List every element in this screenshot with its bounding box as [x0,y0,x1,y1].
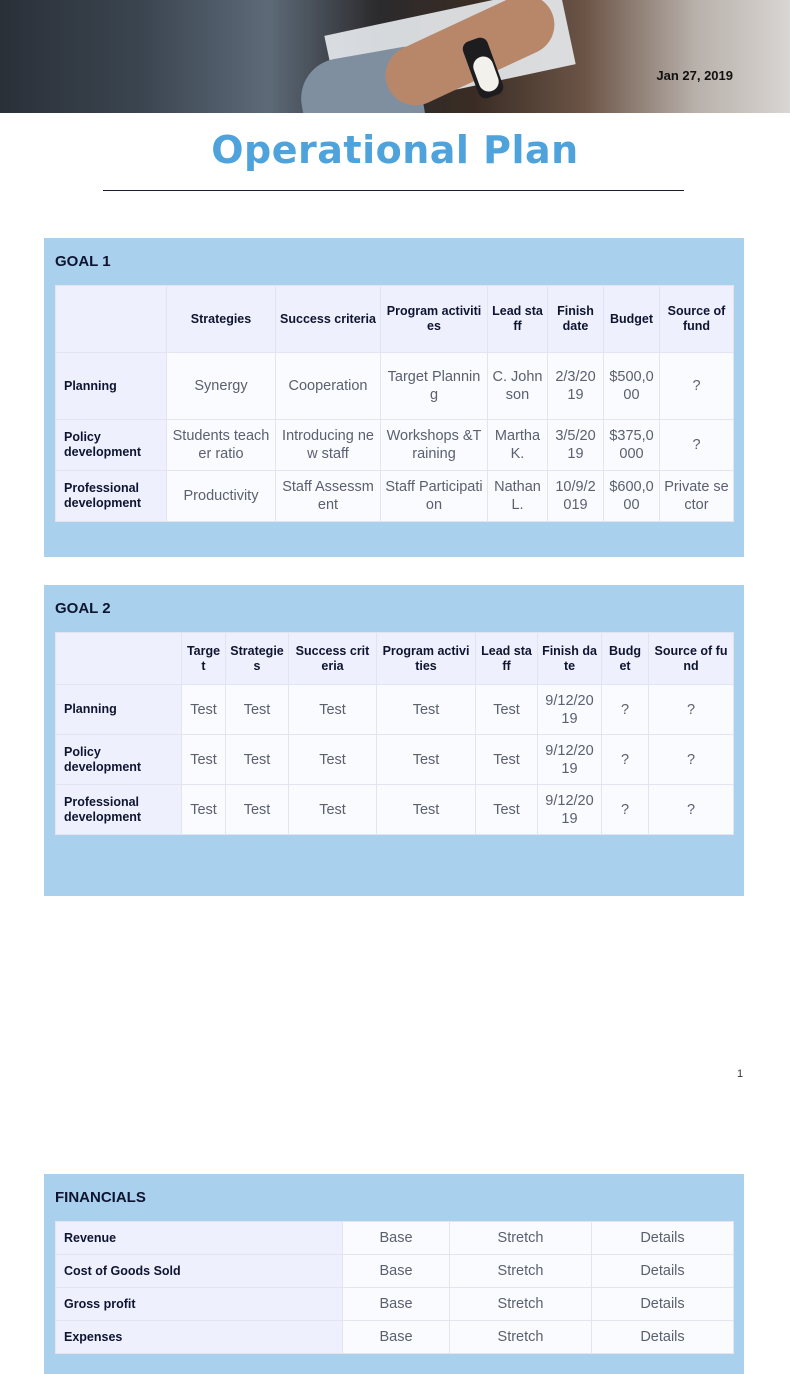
financials-heading: FINANCIALS [55,1189,146,1206]
table-cell: Nathan L. [488,471,548,522]
column-header: Success criteria [276,286,381,353]
header-hero-image [0,0,790,113]
table-cell: Details [592,1255,734,1288]
table-cell: Stretch [450,1321,592,1354]
table-row [56,1222,734,1255]
financials-table [55,1221,734,1354]
goal-1-heading: GOAL 1 [55,253,111,270]
row-label: Policy development [56,735,182,785]
table-cell: ? [602,785,649,835]
goal-1-panel [44,238,744,557]
table-cell: ? [649,735,734,785]
document-date: Jan 27, 2019 [656,68,733,83]
table-header-row [56,286,734,353]
table-cell: Base [343,1288,450,1321]
column-header: Budget [602,633,649,685]
table-cell: Test [182,735,226,785]
column-header: Strategies [167,286,276,353]
row-label: Policy development [56,420,167,471]
table-cell: ? [660,420,734,471]
column-header: Target [182,633,226,685]
table-cell: Test [226,735,289,785]
table-cell: 3/5/2019 [548,420,604,471]
table-row [56,353,734,420]
table-cell: Test [476,735,538,785]
table-row [56,1255,734,1288]
row-label: Gross profit [56,1288,343,1321]
table-row [56,1321,734,1354]
table-cell: Target Planning [381,353,488,420]
table-cell: Private sector [660,471,734,522]
table-header-row [56,633,734,685]
column-header: Source of fund [649,633,734,685]
table-row [56,785,734,835]
row-label: Planning [56,353,167,420]
table-cell: Introducing new staff [276,420,381,471]
table-cell: Test [182,685,226,735]
page-number: 1 [737,1068,744,1080]
row-label: Expenses [56,1321,343,1354]
row-label: Professional development [56,785,182,835]
table-cell: Staff Participation [381,471,488,522]
table-cell: Synergy [167,353,276,420]
goal-2-heading: GOAL 2 [55,600,111,617]
table-cell: Base [343,1321,450,1354]
table-cell: ? [649,785,734,835]
table-cell: 9/12/2019 [538,735,602,785]
table-cell: 9/12/2019 [538,785,602,835]
financials-panel [44,1174,744,1374]
table-row [56,471,734,522]
table-cell: Details [592,1288,734,1321]
row-label: Planning [56,685,182,735]
table-cell: Stretch [450,1255,592,1288]
title-divider [103,190,684,191]
column-header: Success criteria [289,633,377,685]
table-cell: Test [476,785,538,835]
column-header: Source of fund [660,286,734,353]
table-cell: ? [649,685,734,735]
table-row [56,685,734,735]
goal-1-table [55,285,734,522]
table-cell: Productivity [167,471,276,522]
table-cell: Test [289,735,377,785]
table-row [56,735,734,785]
table-cell: 2/3/2019 [548,353,604,420]
table-cell: $600,000 [604,471,660,522]
column-header: Strategies [226,633,289,685]
column-header: Program activities [377,633,476,685]
table-cell: Test [289,685,377,735]
column-header: Finish date [538,633,602,685]
column-header: Finish date [548,286,604,353]
column-header: Lead staff [488,286,548,353]
goal-2-panel [44,585,744,896]
table-cell: Test [377,685,476,735]
column-header [56,286,167,353]
table-cell: Details [592,1222,734,1255]
page-title: Operational Plan [211,128,579,172]
table-cell: Staff Assessment [276,471,381,522]
table-cell: $500,000 [604,353,660,420]
column-header [56,633,182,685]
table-cell: Students teacher ratio [167,420,276,471]
table-cell: Workshops &Training [381,420,488,471]
table-cell: ? [660,353,734,420]
table-cell: Stretch [450,1288,592,1321]
table-cell: Test [226,785,289,835]
row-label: Professional development [56,471,167,522]
table-row [56,420,734,471]
table-cell: 9/12/2019 [538,685,602,735]
goal-2-table [55,632,734,835]
row-label: Revenue [56,1222,343,1255]
row-label: Cost of Goods Sold [56,1255,343,1288]
table-cell: $375,0000 [604,420,660,471]
table-cell: Test [289,785,377,835]
column-header: Program activities [381,286,488,353]
table-cell: Test [377,785,476,835]
table-cell: Martha K. [488,420,548,471]
table-cell: ? [602,735,649,785]
table-cell: Test [476,685,538,735]
table-cell: Base [343,1222,450,1255]
table-cell: C. Johnson [488,353,548,420]
column-header: Lead staff [476,633,538,685]
table-cell: Cooperation [276,353,381,420]
table-cell: Test [182,785,226,835]
table-cell: ? [602,685,649,735]
table-cell: 10/9/2019 [548,471,604,522]
table-cell: Stretch [450,1222,592,1255]
column-header: Budget [604,286,660,353]
table-cell: Details [592,1321,734,1354]
table-cell: Base [343,1255,450,1288]
table-cell: Test [377,735,476,785]
table-cell: Test [226,685,289,735]
table-row [56,1288,734,1321]
